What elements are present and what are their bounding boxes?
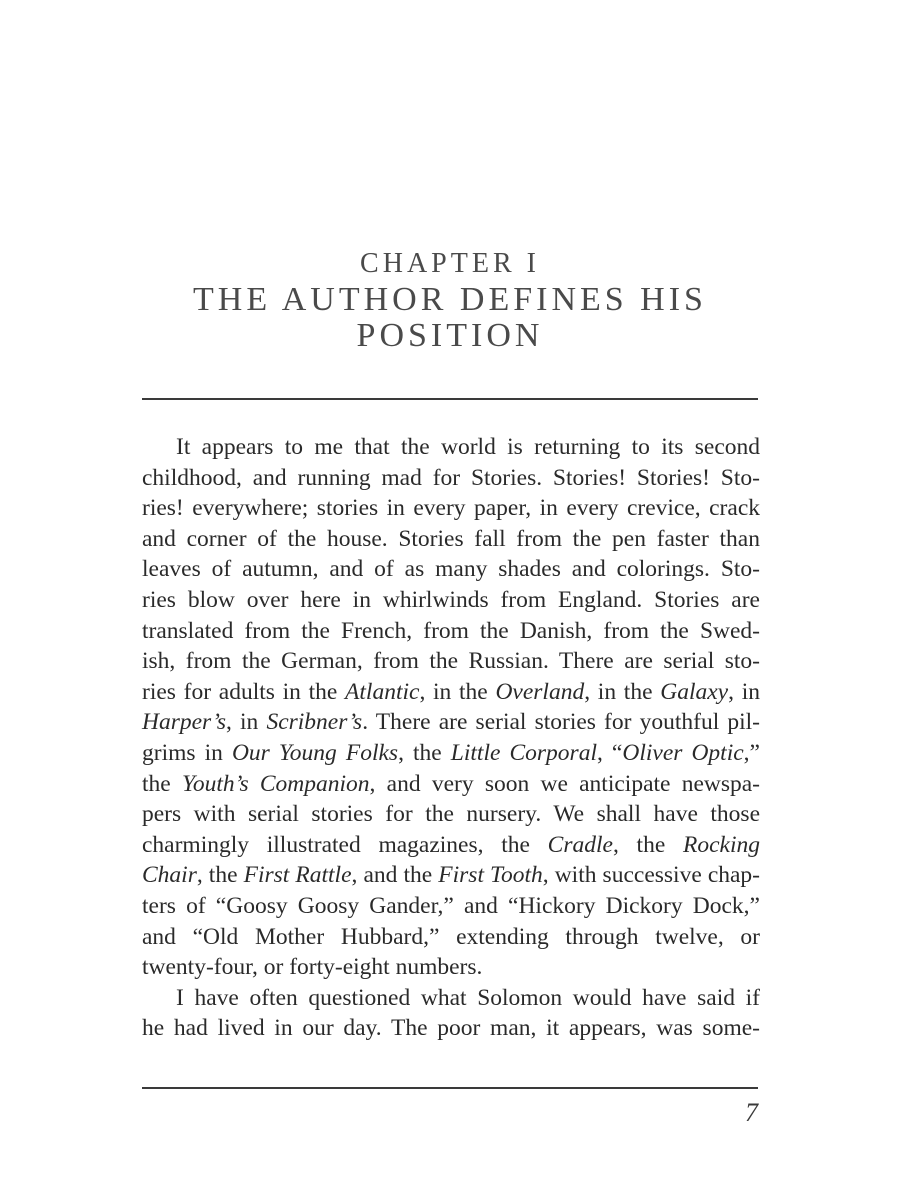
text-fragment: , in xyxy=(226,709,267,736)
periodical-title: Cradle xyxy=(547,831,613,858)
periodical-title: Rocking xyxy=(683,831,760,858)
text-fragment: , in the xyxy=(584,678,661,705)
periodical-title: Youth’s Companion xyxy=(181,770,370,797)
periodical-title: Little Corporal xyxy=(450,739,597,766)
top-rule xyxy=(142,398,758,400)
text-fragment: ries for adults in the xyxy=(142,678,346,705)
chapter-label: CHAPTER I xyxy=(360,248,540,279)
text-line: ters of “Goosy Goosy Gander,” and “Hickory Dickory Dock,” xyxy=(142,892,760,919)
text-line xyxy=(142,738,760,769)
periodical-title: Overland xyxy=(495,678,585,705)
body-text xyxy=(142,432,760,1044)
text-line: he had lived in our day. The poor man, it appears, was some- xyxy=(142,1015,760,1042)
text-fragment: . There are serial stories for youthful pil- xyxy=(362,709,761,736)
text-line: and “Old Mother Hubbard,” extending through twelve, or xyxy=(142,923,760,950)
text-line: I have often questioned what Solomon would have said if xyxy=(176,984,760,1011)
text-line xyxy=(142,830,760,861)
text-fragment: , the xyxy=(398,739,451,766)
periodical-title: First Rattle xyxy=(243,862,352,889)
text-line: twenty-four, or forty-eight numbers. xyxy=(142,954,483,981)
text-line: pers with serial stories for the nursery. We shall have those xyxy=(142,801,760,828)
text-line xyxy=(142,707,760,738)
page-number: 7 xyxy=(745,1098,758,1127)
text-fragment: , the xyxy=(612,831,683,858)
text-fragment: , in the xyxy=(419,678,496,705)
text-line xyxy=(142,677,760,708)
text-line: ries! everywhere; stories in every paper, in every crevice, crack xyxy=(142,495,760,522)
text-fragment: ,” xyxy=(743,739,760,766)
text-line: and corner of the house. Stories fall from the pen faster than xyxy=(142,525,760,552)
text-line xyxy=(142,769,760,800)
periodical-title: Atlantic xyxy=(345,678,420,705)
chapter-title: THE AUTHOR DEFINES HIS POSITION xyxy=(193,281,707,354)
text-line: translated from the French, from the Danish, from the Swed- xyxy=(142,617,760,644)
bottom-rule xyxy=(142,1087,758,1089)
periodical-title: Scribner’s xyxy=(266,709,363,736)
text-line xyxy=(142,860,760,891)
text-line: childhood, and running mad for Stories. Stories! Stories! Sto- xyxy=(142,464,760,491)
text-fragment: grims in xyxy=(142,739,232,766)
periodical-title: Our Young Folks xyxy=(231,739,399,766)
text-fragment: , the xyxy=(196,862,244,889)
text-fragment: charmingly illustrated magazines, the xyxy=(142,831,548,858)
text-line: It appears to me that the world is returning to its second xyxy=(176,434,760,460)
text-fragment: , “ xyxy=(596,739,623,766)
text-fragment: , and the xyxy=(351,862,439,889)
text-fragment: , with successive chap- xyxy=(542,862,761,889)
periodical-title: First Tooth xyxy=(438,862,543,889)
text-fragment: the xyxy=(142,770,182,797)
text-line: leaves of autumn, and of as many shades and colorings. Sto- xyxy=(142,556,760,583)
text-fragment: , and very soon we anticipate newspa- xyxy=(369,770,761,797)
text-line: ries blow over here in whirlwinds from England. Stories are xyxy=(142,586,760,613)
periodical-title: Oliver Optic xyxy=(622,739,744,766)
periodical-title: Chair xyxy=(142,862,197,889)
text-fragment: , in xyxy=(728,678,760,705)
text-line: ish, from the German, from the Russian. There are serial sto- xyxy=(142,648,760,675)
periodical-title: Harper’s xyxy=(142,709,227,736)
periodical-title: Galaxy xyxy=(660,678,729,705)
